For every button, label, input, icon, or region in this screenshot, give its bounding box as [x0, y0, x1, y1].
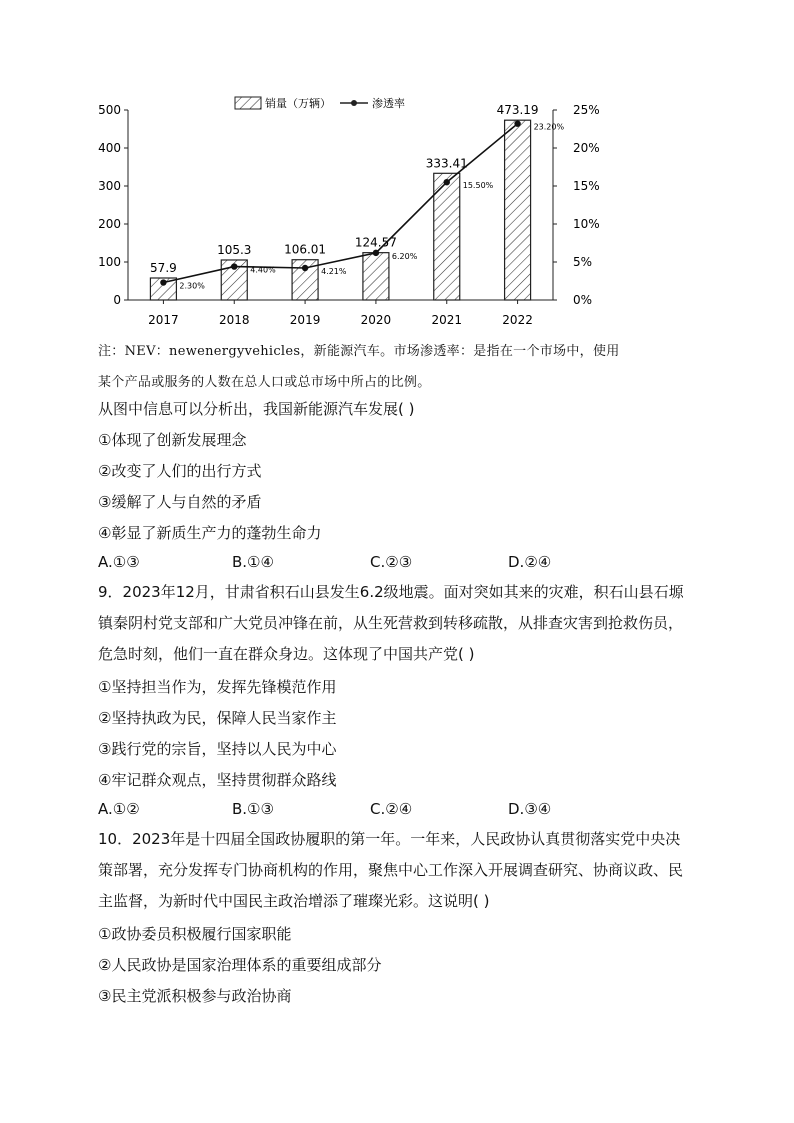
y-right-tick-label: 25%: [573, 103, 600, 117]
penetration-point-2020: [373, 250, 379, 256]
sales-penetration-chart: [88, 92, 608, 332]
x-tick-label: 2017: [148, 313, 179, 327]
q9-item-1: ①坚持担当作为，发挥先锋模范作用: [98, 678, 337, 696]
q8-item-1: ①体现了创新发展理念: [98, 431, 247, 449]
penetration-point-2022: [514, 120, 520, 126]
q8-item-4: ④彰显了新质生产力的蓬勃生命力: [98, 524, 322, 542]
q8-options: [98, 553, 698, 575]
y-left-tick-label: 300: [98, 179, 121, 193]
x-tick-label: 2022: [502, 313, 533, 327]
bar-value-label: 57.9: [150, 260, 177, 275]
q9-option-a[interactable]: A.①②: [98, 800, 140, 818]
q10-stem: 10．2023年是十四届全国政协履职的第一年。一年来，人民政协认真贯彻落实党中央决策部署，充分发挥专门协商机构的作用，聚焦中心工作深入开展调查研究、协商议政、民主监督，为新时代中国民主政治增添了璀璨光彩。这说明( ): [98, 830, 684, 910]
legend-bar-label: 销量（万辆）: [265, 97, 331, 110]
q8-stem: 从图中信息可以分析出，我国新能源汽车发展( ): [98, 400, 415, 418]
bar-2020: [363, 253, 389, 300]
penetration-point-2021: [444, 179, 450, 185]
q8-option-c[interactable]: C.②③: [370, 553, 413, 571]
x-tick-label: 2020: [360, 313, 392, 327]
bar-value-label: 106.01: [284, 242, 327, 257]
y-left-tick-label: 200: [98, 217, 121, 231]
q8-item-2: ②改变了人们的出行方式: [98, 462, 262, 480]
y-left-tick-label: 500: [98, 103, 121, 117]
y-right-tick-label: 20%: [573, 141, 600, 155]
legend-bar-swatch: [235, 97, 261, 109]
chart-legend: [235, 96, 405, 110]
x-tick-label: 2018: [218, 313, 250, 327]
q9-option-d[interactable]: D.③④: [508, 800, 552, 818]
bar-value-label: 333.41: [425, 156, 468, 171]
q9-item-2: ②坚持执政为民，保障人民当家作主: [98, 709, 337, 727]
chart-canvas: [88, 92, 608, 332]
q10-item-3: ③民主党派积极参与政治协商: [98, 987, 292, 1005]
q9-item-4: ④牢记群众观点，坚持贯彻群众路线: [98, 771, 337, 789]
q8-option-d[interactable]: D.②④: [508, 553, 552, 571]
penetration-label: 2.30%: [179, 281, 205, 291]
legend-line-label: 渗透率: [372, 97, 405, 110]
q8-option-b[interactable]: B.①④: [232, 553, 274, 571]
y-left-tick-label: 0: [113, 293, 121, 307]
bar-value-label: 105.3: [217, 242, 252, 257]
legend-line-marker: [351, 100, 357, 106]
y-right-tick-label: 5%: [573, 255, 593, 269]
y-right-tick-label: 0%: [573, 293, 593, 307]
y-right-tick-label: 15%: [573, 179, 600, 193]
q8-option-a[interactable]: A.①③: [98, 553, 140, 571]
q9-option-b[interactable]: B.①③: [232, 800, 274, 818]
q10-item-1: ①政协委员积极履行国家职能: [98, 925, 292, 943]
penetration-label: 15.50%: [462, 181, 494, 191]
penetration-point-2017: [160, 279, 166, 285]
x-tick-label: 2021: [431, 313, 463, 327]
penetration-label: 6.20%: [391, 251, 418, 261]
chart-note: [98, 336, 698, 398]
q9-options: [98, 800, 698, 822]
q9-option-c[interactable]: C.②④: [370, 800, 413, 818]
y-left-tick-label: 100: [98, 255, 121, 269]
q10-item-2: ②人民政协是国家治理体系的重要组成部分: [98, 956, 382, 974]
y-left-tick-label: 400: [98, 141, 121, 155]
note-line-1: 注：NEV：newenergyvehicles，新能源汽车。市场渗透率：是指在一个市场中，使用: [98, 344, 620, 359]
bar-2022: [505, 120, 531, 300]
bar-value-label: 124.57: [354, 235, 397, 250]
penetration-line: [163, 124, 517, 283]
bar-value-label: 473.19: [496, 103, 539, 118]
penetration-label: 4.40%: [250, 265, 276, 275]
q9-stem: 9．2023年12月，甘肃省积石山县发生6.2级地震。面对突如其来的灾难，积石山县石塬镇秦阴村党支部和广大党员冲锋在前，从生死营救到转移疏散，从排查灾害到抢救伤员，危急时刻，他们一直在群众身边。这体现了中国共产党( ): [98, 583, 684, 663]
penetration-point-2018: [231, 263, 237, 269]
note-line-2: 某个产品或服务的人数在总人口或总市场中所占的比例。: [98, 375, 431, 390]
penetration-point-2019: [302, 265, 308, 271]
penetration-label: 23.20%: [533, 122, 565, 132]
q8-item-3: ③缓解了人与自然的矛盾: [98, 493, 262, 511]
penetration-label: 4.21%: [321, 267, 347, 277]
q9-item-3: ③践行党的宗旨，坚持以人民为中心: [98, 740, 337, 758]
y-right-tick-label: 10%: [573, 217, 600, 231]
x-tick-label: 2019: [289, 313, 321, 327]
